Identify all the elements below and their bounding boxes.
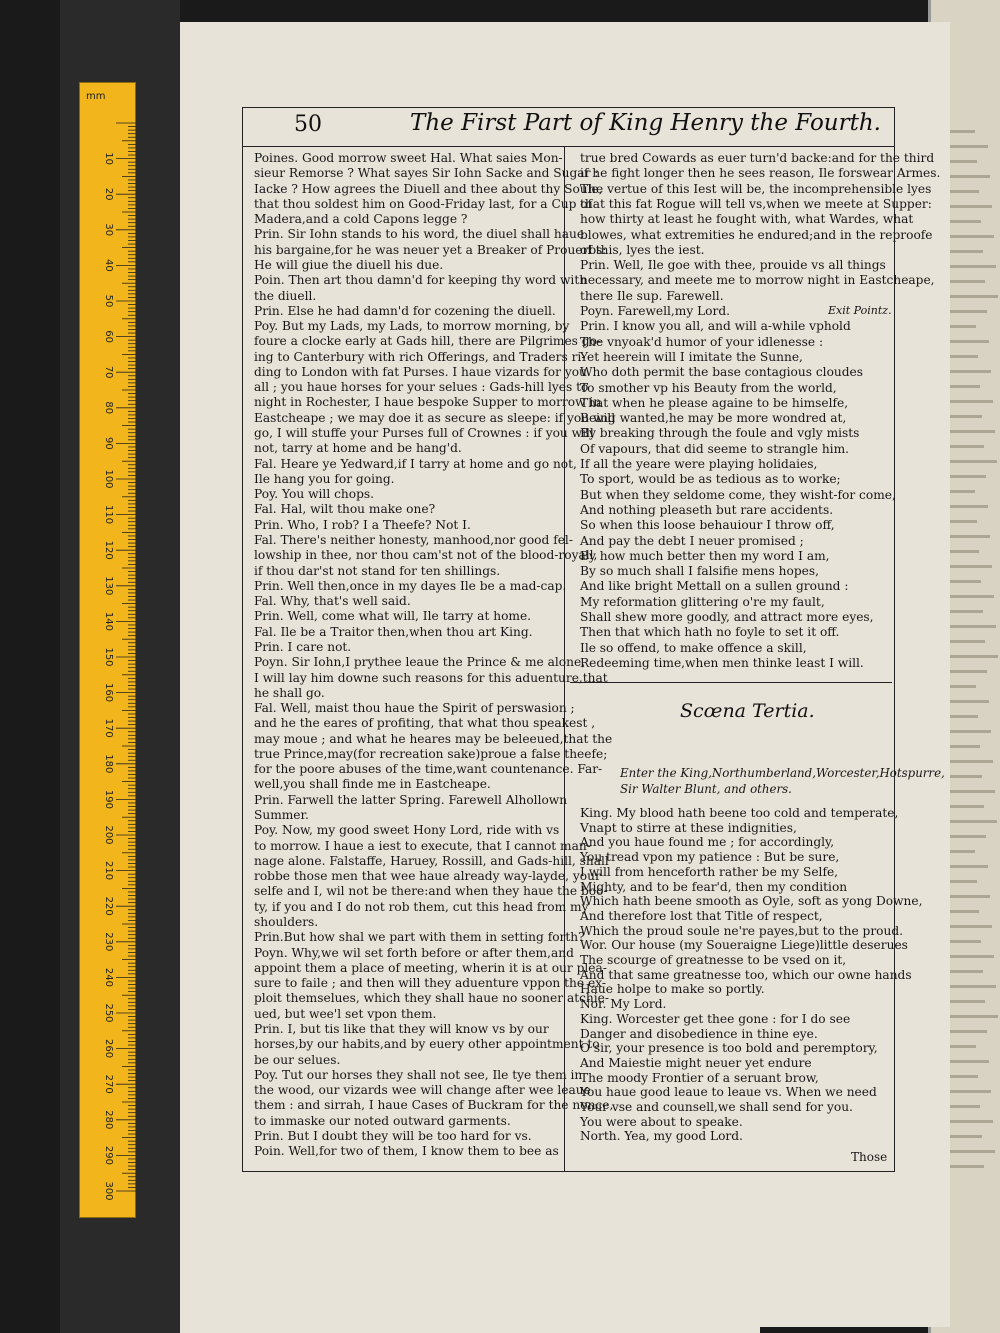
text-line: to immaske our noted outward garments. [254, 1113, 511, 1128]
text-line: that thou soldest him on Good-Friday last, for a Cup of [254, 196, 593, 211]
text-line: Ile so offend, to make offence a skill, [580, 640, 807, 655]
text-line: And therefore lost that Title of respect, [580, 908, 823, 923]
text-line: well,you shall finde me in Eastcheape. [254, 777, 491, 792]
ruler-label: 90 [103, 437, 114, 450]
text-line: Fal. Hal, wilt thou make one? [254, 502, 436, 517]
text-line: To smother vp his Beauty from the world, [580, 380, 837, 395]
ruler-label: 50 [103, 294, 114, 308]
text-line: So when this loose behauiour I throw off, [580, 518, 835, 533]
text-line: Haue holpe to make so portly. [580, 982, 765, 997]
text-line: his bargaine,for he was neuer yet a Breaker of Prouerbs: [254, 242, 607, 257]
text-line: Prin. I know you all, and will a-while vphold [580, 319, 851, 334]
text-line: Poines. Good morrow sweet Hal. What saies Mon- [254, 151, 563, 165]
text-line: Poyn. Why,we wil set forth before or after them,and [254, 945, 574, 960]
catchword: Those [851, 1150, 888, 1164]
text-line: North. Yea, my good Lord. [580, 1129, 743, 1144]
text-line: Prin. I, but tis like that they will know vs by our [254, 1021, 549, 1036]
text-line: Yet heerein will I imitate the Sunne, [580, 349, 803, 364]
text-line: shoulders. [254, 915, 319, 929]
text-line: Poy. Now, my good sweet Hony Lord, ride with vs [254, 823, 560, 838]
text-line: horses,by our habits,and by euery other appointment to [254, 1037, 600, 1052]
text-line: I will from henceforth rather be my Selfe, [580, 864, 839, 879]
text-line: the wood, our vizards wee will change after wee leaue [254, 1083, 591, 1098]
binding-spine [0, 0, 62, 1333]
footer-rule [270, 1171, 895, 1172]
ruler-label: 300 [103, 1181, 114, 1201]
ruler-label: 40 [103, 259, 114, 272]
text-line: ding to London with fat Purses. I haue vizards for you [254, 364, 587, 379]
ruler-label: 110 [103, 505, 114, 525]
text-line: To sport, would be as tedious as to worke; [580, 472, 841, 487]
page-torn-edge [180, 1160, 760, 1333]
text-line: sieur Remorse ? What sayes Sir Iohn Sacke and Sugar : [254, 166, 599, 181]
text-line: Poin. Well,for two of them, I know them to bee as [254, 1144, 559, 1159]
text-line: if he fight longer then he sees reason, Ile forswear Armes. [580, 166, 941, 181]
text-line: By so much shall I falsifie mens hopes, [580, 564, 819, 579]
ruler-label: 190 [103, 789, 114, 809]
text-line: Wor. Our house (my Soueraigne Liege)little deserues [580, 938, 908, 953]
text-line: By breaking through the foule and vgly mists [580, 426, 860, 441]
text-line: ing to Canterbury with rich Offerings, and Traders ri- [254, 349, 586, 364]
text-line: if thou dar'st not stand for ten shillings. [254, 563, 501, 578]
text-line: Fal. There's neither honesty, manhood,nor good fel- [254, 533, 573, 547]
ruler-label: 100 [103, 469, 114, 489]
text-line: Vnapt to stirre at these indignities, [580, 820, 797, 835]
ruler-label: 120 [103, 540, 114, 560]
text-line: Prin. Well, come what will, Ile tarry at home. [254, 609, 532, 624]
text-line: ty, if you and I do not rob them, cut this head from my [254, 899, 589, 914]
ruler-label: 160 [103, 683, 114, 703]
text-line: all ; you haue horses for your selues : Gads-hill lyes to [254, 380, 589, 395]
text-line: Shall shew more goodly, and attract more eyes, [580, 610, 874, 624]
ruler-label: 150 [103, 647, 114, 667]
text-line: O sir, your presence is too bold and peremptory, [580, 1041, 878, 1056]
text-line: Eastcheape ; we may doe it as secure as sleepe: if you will [254, 410, 616, 425]
ruler-label: 230 [103, 932, 114, 952]
text-line: them : and sirrah, I haue Cases of Buckram for the nonce, [254, 1098, 614, 1113]
text-line: appoint them a place of meeting, wherin it is at our plea- [254, 960, 607, 975]
text-line: ploit themselues, which they shall haue no sooner atchie- [254, 991, 610, 1006]
ruler-label: 250 [103, 1003, 114, 1023]
text-line: not, tarry at home and be hang'd. [254, 441, 462, 456]
scene-heading: Scœna Tertia. [680, 700, 815, 722]
text-line: Danger and disobedience in thine eye. [580, 1026, 818, 1041]
ruler-unit-label: mm [86, 91, 106, 102]
text-line: Which the proud soule ne're payes,but to the proud. [580, 923, 904, 938]
ruler-label: 10 [103, 152, 114, 165]
text-line: Madera,and a cold Capons legge ? [254, 212, 468, 227]
text-line: And you haue found me ; for accordingly, [580, 835, 835, 850]
text-line: Mighty, and to be fear'd, then my condition [580, 879, 848, 894]
text-line: King. My blood hath beene too cold and temperate, [580, 806, 899, 820]
text-line: Being wanted,he may be more wondred at, [580, 411, 847, 426]
text-line: My reformation glittering o're my fault, [580, 594, 825, 609]
text-line: Prin. Else he had damn'd for cozening the diuell. [254, 303, 556, 318]
text-line: The moody Frontier of a seruant brow, [580, 1070, 819, 1085]
page-number: 50 [294, 112, 322, 137]
exit-stage-direction: Exit Pointz. [828, 304, 892, 317]
text-line: that this fat Rogue will tell vs,when we meete at Supper: [580, 196, 932, 211]
ruler-label: 270 [103, 1074, 114, 1094]
ruler-scale [80, 83, 137, 1219]
text-line: Prin. Who, I rob? I a Theefe? Not I. [254, 517, 471, 532]
text-line: of this, lyes the iest. [580, 242, 705, 257]
text-line: robbe those men that wee haue already way-layde, your [254, 869, 601, 884]
ruler-label: 70 [103, 365, 114, 379]
text-line: Poy. You will chops. [254, 487, 375, 502]
text-line: necessary, and meete me to morrow night in Eastcheape, [580, 273, 935, 288]
text-line: he shall go. [254, 685, 325, 700]
text-line: Summer. [254, 808, 309, 823]
text-line: go, I will stuffe your Purses full of Crownes : if you will [254, 426, 594, 441]
text-line: Redeeming time,when men thinke least I will. [580, 655, 864, 670]
text-line: The scourge of greatnesse to be vsed on it, [580, 953, 847, 967]
text-line: true bred Cowards as euer turn'd backe:and for the third [580, 151, 935, 165]
text-line: true Prince,may(for recreation sake)proue a false theefe; [254, 746, 608, 761]
text-line: Prin.But how shal we part with them in setting forth? [254, 930, 585, 945]
text-line: may moue ; and what he heares may be beleeued,that the [254, 731, 613, 746]
text-line: King. Worcester get thee gone : for I do see [580, 1011, 851, 1026]
text-line: be our selues. [254, 1052, 341, 1067]
text-line: But when they seldome come, they wisht-for come, [580, 487, 896, 502]
text-line: sure to faile ; and then will they aduenture vppon the ex- [254, 976, 606, 991]
text-line: Iacke ? How agrees the Diuell and thee about thy Soule, [254, 181, 603, 196]
text-line: Poy. But my Lads, my Lads, to morrow morning, by [254, 319, 570, 334]
text-line: how thirty at least he fought with, what Wardes, what [580, 212, 914, 227]
text-line: nage alone. Falstaffe, Haruey, Rossill, and Gads-hill, shall [254, 853, 609, 868]
text-line: And nothing pleaseth but rare accidents. [580, 502, 834, 517]
text-line: Fal. Ile be a Traitor then,when thou art King. [254, 624, 533, 639]
stage-direction-line: Sir Walter Blunt, and others. [620, 782, 792, 796]
running-title: The First Part of King Henry the Fourth. [410, 110, 881, 136]
text-line: foure a clocke early at Gads hill, there are Pilgrimes go- [254, 334, 602, 349]
text-line: Poy. Tut our horses they shall not see, Ile tye them in [254, 1067, 583, 1082]
text-line: Of vapours, that did seeme to strangle him. [580, 441, 849, 456]
text-line: Poyn. Sir Iohn,I prythee leaue the Prince & me alone, [254, 655, 586, 670]
text-line: You haue good leaue to leaue vs. When we need [580, 1085, 877, 1100]
text-line: And like bright Mettall on a sullen ground : [580, 579, 849, 594]
text-line: Poyn. Farewell,my Lord. [580, 304, 731, 318]
text-line: Prin. Well then,once in my dayes Ile be a mad-cap. [254, 578, 567, 593]
text-line: Your vse and counsell,we shall send for you. [580, 1100, 853, 1114]
text-line: And Maiestie might neuer yet endure [580, 1055, 812, 1070]
text-line: Then that which hath no foyle to set it off. [580, 625, 840, 640]
ruler-label: 240 [103, 967, 114, 987]
text-line: to morrow. I haue a iest to execute, that I cannot man- [254, 838, 591, 853]
text-line: If all the yeare were playing holidaies, [580, 457, 818, 471]
text-line: Fal. Why, that's well said. [254, 594, 411, 609]
text-line: Prin. Well, Ile goe with thee, prouide vs all things [580, 258, 886, 273]
text-line: ued, but wee'l set vpon them. [254, 1006, 437, 1021]
text-line: And that same greatnesse too, which our owne hands [580, 967, 912, 982]
ruler-label: 210 [103, 861, 114, 881]
text-line: Who doth permit the base contagious cloudes [580, 365, 864, 380]
ruler-label: 130 [103, 576, 114, 596]
text-line: That when he please againe to be himselfe, [580, 395, 849, 410]
text-line: lowship in thee, nor thou cam'st not of the blood-royall, [254, 548, 598, 563]
ruler-label: 260 [103, 1039, 114, 1059]
text-line: And pay the debt I neuer promised ; [580, 533, 804, 548]
ruler-label: 170 [103, 718, 114, 738]
text-line: blowes, what extremities he endured;and in the reproofe [580, 227, 933, 242]
ruler-label: 290 [103, 1145, 114, 1165]
text-line: Which hath beene smooth as Oyle, soft as yong Downe, [580, 894, 923, 909]
ruler-label: 220 [103, 896, 114, 916]
text-line: Prin. But I doubt they will be too hard for vs. [254, 1128, 532, 1143]
text-line: Poin. Then art thou damn'd for keeping thy word with [254, 273, 588, 288]
text-line: You were about to speake. [580, 1114, 743, 1129]
text-line: Prin. I care not. [254, 639, 352, 654]
scene-divider [570, 682, 892, 683]
text-line: for the poore abuses of the time,want countenance. Far- [254, 762, 603, 777]
ruler-label: 60 [103, 330, 114, 343]
measuring-ruler [79, 82, 136, 1218]
header-rule [242, 146, 895, 147]
ruler-label: 200 [103, 825, 114, 845]
text-line: Prin. Sir Iohn stands to his word, the diuel shall haue [254, 227, 585, 242]
text-line: By how much better then my word I am, [580, 548, 830, 563]
text-line: Prin. Farwell the latter Spring. Farewell Alhollown [254, 792, 568, 807]
text-line: He will giue the diuell his due. [254, 257, 444, 272]
ruler-label: 140 [103, 611, 114, 631]
text-line: there Ile sup. Farewell. [580, 288, 724, 303]
text-line: Fal. Well, maist thou haue the Spirit of perswasion ; [254, 701, 575, 716]
text-line: Nor. My Lord. [580, 997, 667, 1012]
text-line: selfe and I, wil not be there:and when they haue the boo- [254, 884, 608, 899]
ruler-label: 80 [103, 401, 114, 415]
ruler-label: 180 [103, 754, 114, 774]
text-line: Ile hang you for going. [254, 471, 395, 486]
ruler-label: 20 [103, 187, 114, 201]
text-line: the diuell. [254, 288, 317, 303]
text-line: The vnyoak'd humor of your idlenesse : [580, 334, 824, 349]
text-line: night in Rochester, I haue bespoke Supper to morrow in [254, 395, 602, 410]
stage-direction-line: Enter the King,Northumberland,Worcester,Hotspurre, [620, 766, 945, 780]
text-line: and he the eares of profiting, that what thou speakest , [254, 716, 596, 731]
ruler-label: 280 [103, 1110, 114, 1130]
text-line: I will lay him downe such reasons for this aduenture,that [254, 670, 608, 685]
text-line: The vertue of this Iest will be, the incomprehensible lyes [580, 181, 932, 196]
ruler-label: 30 [103, 223, 114, 237]
text-line: You tread vpon my patience : But be sure, [580, 850, 840, 865]
text-line: Fal. Heare ye Yedward,if I tarry at home and go not, [254, 456, 577, 471]
